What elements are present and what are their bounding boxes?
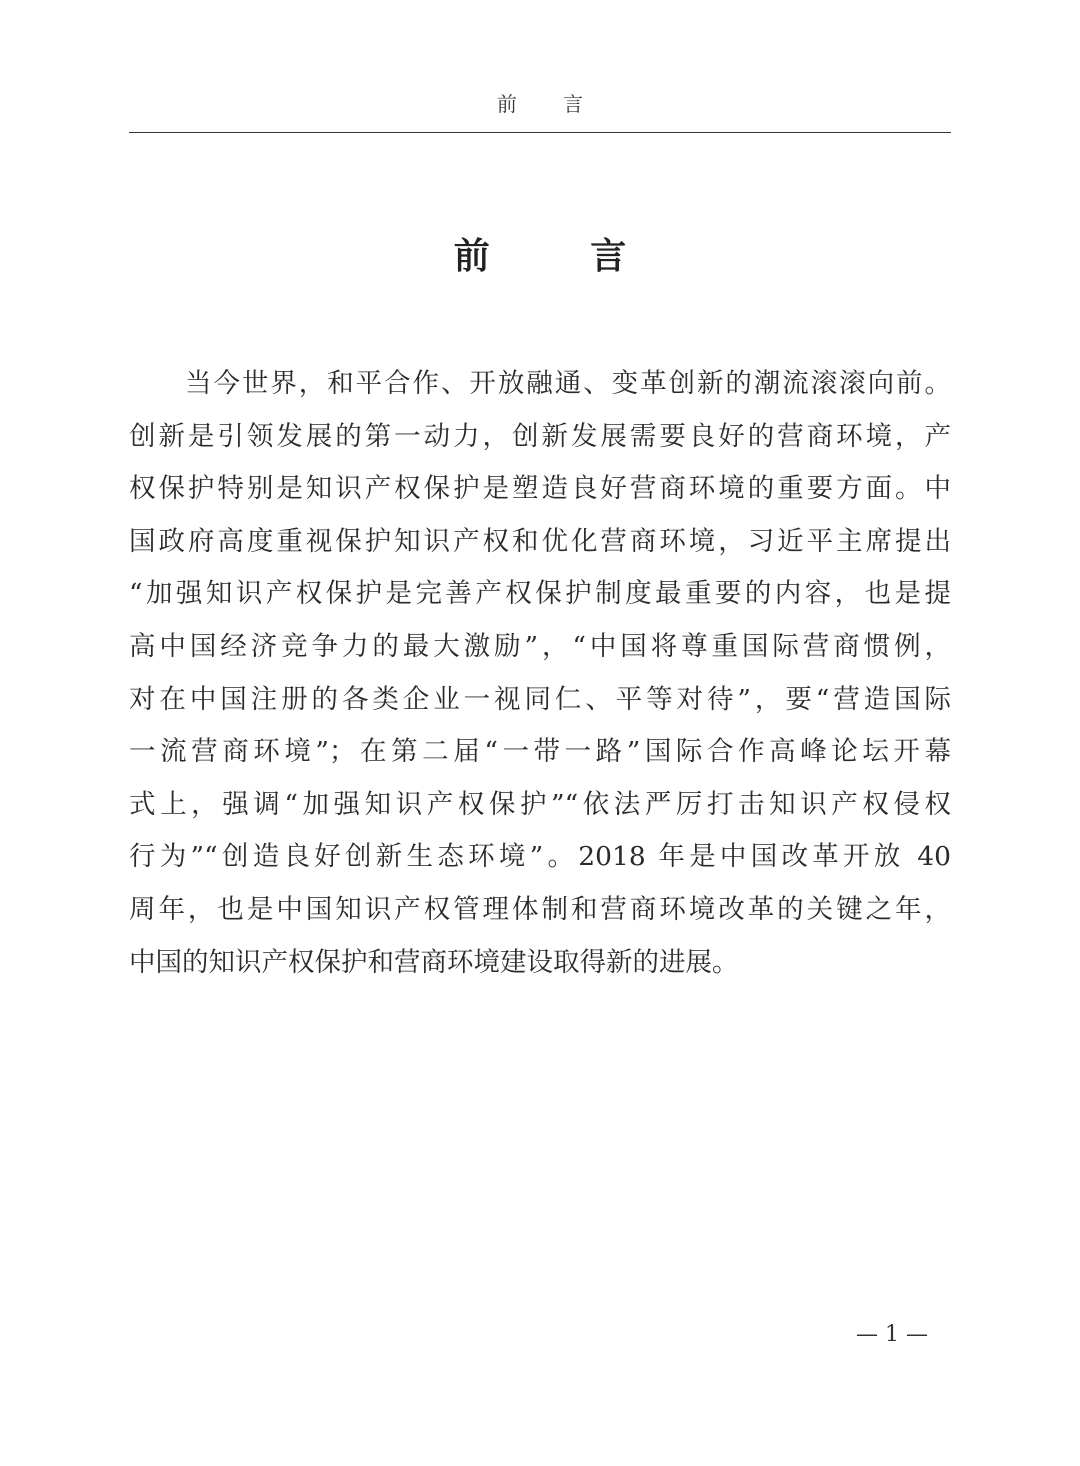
paragraph-line: 式上，强调“加强知识产权保护”“依法严厉打击知识产权侵权: [129, 788, 951, 820]
paragraph-line: 当今世界，和平合作、开放融通、变革创新的潮流滚滚向前。: [185, 368, 951, 399]
paragraph-line: 国政府高度重视保护知识产权和优化营商环境，习近平主席提出: [129, 525, 951, 557]
header-divider: [129, 132, 951, 133]
paragraph-line: 周年，也是中国知识产权管理体制和营商环境改革的关键之年，: [129, 893, 951, 925]
page-number: — 1 —: [856, 1322, 928, 1347]
paragraph-line: 行为”“创造良好创新生态环境”。2018 年是中国改革开放 40: [129, 841, 951, 873]
body-paragraph: [129, 358, 951, 989]
paragraph-line: 创新是引领发展的第一动力，创新发展需要良好的营商环境，产: [129, 420, 951, 452]
paragraph-line: “加强知识产权保护是完善产权保护制度最重要的内容，也是提: [129, 578, 951, 610]
paragraph-line: 权保护特别是知识产权保护是塑造良好营商环境的重要方面。中: [129, 473, 951, 505]
running-header: 前 言: [496, 92, 604, 116]
page-title: 前 言: [453, 235, 671, 277]
paragraph-line: 一流营商环境”；在第二届“一带一路”国际合作高峰论坛开幕: [129, 736, 951, 768]
paragraph-line: 对在中国注册的各类企业一视同仁、平等对待”，要“营造国际: [129, 683, 951, 715]
paragraph-line: 高中国经济竞争力的最大激励”，“中国将尊重国际营商惯例，: [129, 630, 951, 662]
paragraph-line: 中国的知识产权保护和营商环境建设取得新的进展。: [129, 946, 739, 978]
